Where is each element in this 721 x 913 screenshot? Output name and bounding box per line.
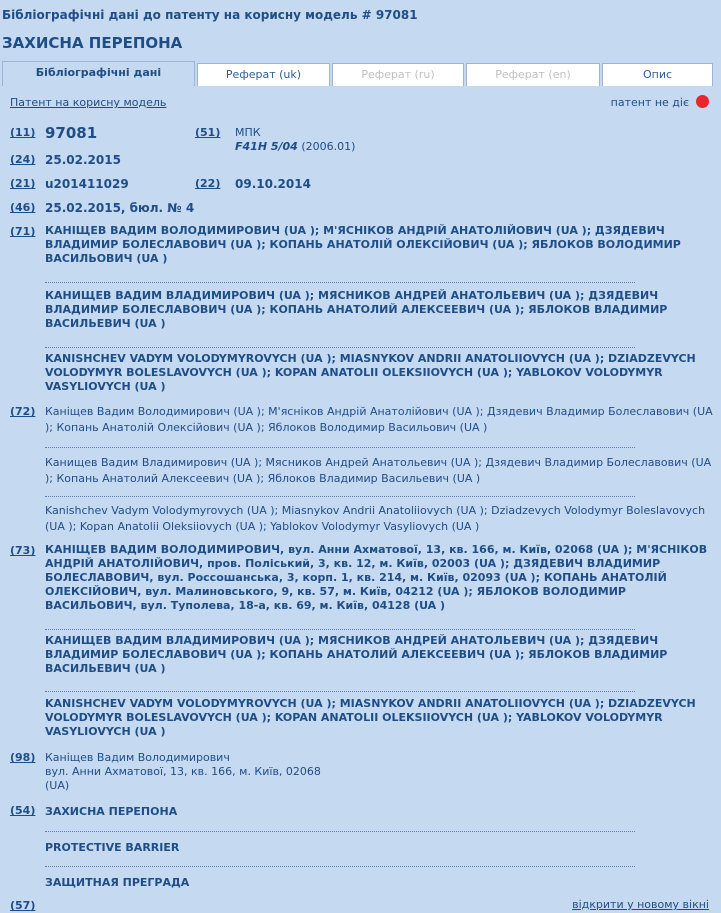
code-98-link[interactable]: (98) <box>10 751 36 764</box>
application-number: u201411029 <box>45 177 129 191</box>
title-ru: ЗАЩИТНАЯ ПРЕГРАДА <box>45 876 190 889</box>
tab-abstract-en: Реферат (en) <box>466 63 600 86</box>
separator <box>45 496 635 497</box>
correspondence-country: (UA) <box>45 779 70 792</box>
code-46-link[interactable]: (46) <box>10 201 36 214</box>
ipc-label: МПК <box>235 126 261 139</box>
code-54-link[interactable]: (54) <box>10 804 36 817</box>
code-71-link[interactable]: (71) <box>10 225 36 238</box>
date-24: 25.02.2015 <box>45 153 121 167</box>
code-51-link[interactable]: (51) <box>195 126 221 139</box>
ipc-version: (2006.01) <box>301 140 356 153</box>
page-title: ЗАХИСНА ПЕРЕПОНА <box>2 34 183 52</box>
separator <box>45 831 635 832</box>
inventors-uk: Каніщев Вадим Володимирович (UA ); М'ясніков Андрій Анатолійович (UA ); Дзядевич Владимир Болеславович (UA ); Копань Анатолій Олексійович (UA ); Яблоков Володимир Васильович (UA ) <box>45 405 713 434</box>
inventors-ru: Канищев Вадим Владимирович (UA ); Мясников Андрей Анатольевич (UA ); Дзядевич Владимир Болеславович (UA ); Копань Анатолий Алексеевич (UA ); Яблоков Владимир Васильевич (UA ) <box>45 456 712 485</box>
inventors-en: Kanishchev Vadym Volodymyrovych (UA ); Miasnykov Andrii Anatoliiovych (UA ); Dziadzevych Volodymyr Boleslavovych (UA ); Kopan Anatolii Oleksiiovych (UA ); Yablokov Volodymyr Vasyliovych (UA ) <box>45 504 706 533</box>
ipc-code: F41H 5/04 <box>235 140 298 153</box>
title-uk: ЗАХИСНА ПЕРЕПОНА <box>45 805 178 818</box>
filing-date: 09.10.2014 <box>235 177 311 191</box>
separator <box>45 866 635 867</box>
separator <box>45 691 635 692</box>
status-red-dot-icon <box>696 95 709 108</box>
utility-patent-link[interactable]: Патент на корисну модель <box>10 96 167 109</box>
open-in-new-window-link[interactable]: відкрити у новому вікні <box>572 898 709 911</box>
separator <box>45 447 635 448</box>
separator <box>45 347 635 348</box>
patent-number: 97081 <box>45 124 98 142</box>
code-11-link[interactable]: (11) <box>10 126 36 139</box>
page-subtitle: Бібліографічні дані до патенту на корисну модель # 97081 <box>2 8 418 22</box>
code-24-link[interactable]: (24) <box>10 153 36 166</box>
publication-bulletin: 25.02.2015, бюл. № 4 <box>45 201 195 215</box>
proprietors-ru: КАНИЩЕВ ВАДИМ ВЛАДИМИРОВИЧ (UA ); МЯСНИКОВ АНДРЕЙ АНАТОЛЬЕВИЧ (UA ); ДЗЯДЕВИЧ ВЛАДИМИР БОЛЕСЛАВОВИЧ (UA ); КОПАНЬ АНАТОЛИЙ АЛЕКСЕЕВИЧ (UA ); ЯБЛОКОВ ВЛАДИМИР ВАСИЛЬЕВИЧ (UA ) <box>45 634 668 675</box>
patent-status-text: патент не діє <box>610 96 689 109</box>
title-en: PROTECTIVE BARRIER <box>45 841 180 854</box>
proprietors-en: KANISHCHEV VADYM VOLODYMYROVYCH (UA ); MIASNYKOV ANDRII ANATOLIIOVYCH (UA ); DZIADZEVYCH VOLODYMYR BOLESLAVOVYCH (UA ); KOPAN ANATOLII OLEKSIIOVYCH (UA ); YABLOKOV VOLODYMYR VASYLIOVYCH (UA ) <box>45 697 696 738</box>
tab-abstract-uk[interactable]: Реферат (uk) <box>197 63 330 86</box>
bibliographic-panel <box>0 86 721 913</box>
correspondence-address: вул. Анни Ахматової, 13, кв. 166, м. Київ, 02068 <box>45 765 321 778</box>
code-72-link[interactable]: (72) <box>10 405 36 418</box>
separator <box>45 282 635 283</box>
proprietors-uk: КАНІЩЕВ ВАДИМ ВОЛОДИМИРОВИЧ, вул. Анни Ахматової, 13, кв. 166, м. Київ, 02068 (UA ); М'ЯСНІКОВ АНДРІЙ АНАТОЛІЙОВИЧ, пров. Поліський, 3, кв. 12, м. Київ, 02003 (UA ); ДЗЯДЕВИЧ ВЛАДИМИР БОЛЕСЛАВОВИЧ, вул. Россошанська, 3, корп. 1, кв. 214, м. Київ, 02093 (UA ); КОПАНЬ АНАТОЛІЙ ОЛЕКСІЙОВИЧ, вул. Малиновського, 9, кв. 57, м. Київ, 04212 (UA ); ЯБЛОКОВ ВОЛОДИМИР ВАСИЛЬОВИЧ, вул. Туполева, 18-а, кв. 69, м. Київ, 04128 (UA ) <box>45 543 708 612</box>
tab-bar <box>0 60 721 86</box>
applicants-en: KANISHCHEV VADYM VOLODYMYROVYCH (UA ); MIASNYKOV ANDRII ANATOLIIOVYCH (UA ); DZIADZEVYCH VOLODYMYR BOLESLAVOVYCH (UA ); KOPAN ANATOLII OLEKSIIOVYCH (UA ); YABLOKOV VOLODYMYR VASYLIOVYCH (UA ) <box>45 352 696 393</box>
code-73-link[interactable]: (73) <box>10 544 36 557</box>
correspondence-name: Каніщев Вадим Володимирович <box>45 751 230 764</box>
code-21-link[interactable]: (21) <box>10 177 36 190</box>
tab-abstract-ru: Реферат (ru) <box>332 63 464 86</box>
page-header <box>0 0 721 60</box>
tab-bibliographic-data[interactable]: Бібліографічні дані <box>2 61 195 86</box>
applicants-ru: КАНИЩЕВ ВАДИМ ВЛАДИМИРОВИЧ (UA ); МЯСНИКОВ АНДРЕЙ АНАТОЛЬЕВИЧ (UA ); ДЗЯДЕВИЧ ВЛАДИМИР БОЛЕСЛАВОВИЧ (UA ); КОПАНЬ АНАТОЛИЙ АЛЕКСЕЕВИЧ (UA ); ЯБЛОКОВ ВЛАДИМИР ВАСИЛЬЕВИЧ (UA ) <box>45 289 668 330</box>
code-57-link[interactable]: (57) <box>10 899 36 912</box>
ipc-classification <box>235 140 355 153</box>
applicants-uk: КАНІЩЕВ ВАДИМ ВОЛОДИМИРОВИЧ (UA ); М'ЯСНІКОВ АНДРІЙ АНАТОЛІЙОВИЧ (UA ); ДЗЯДЕВИЧ ВЛАДИМИР БОЛЕСЛАВОВИЧ (UA ); КОПАНЬ АНАТОЛІЙ ОЛЕКСІЙОВИЧ (UA ); ЯБЛОКОВ ВОЛОДИМИР ВАСИЛЬОВИЧ (UA ) <box>45 224 681 265</box>
code-22-link[interactable]: (22) <box>195 177 221 190</box>
tab-description[interactable]: Опис <box>602 63 713 86</box>
separator <box>45 629 635 630</box>
